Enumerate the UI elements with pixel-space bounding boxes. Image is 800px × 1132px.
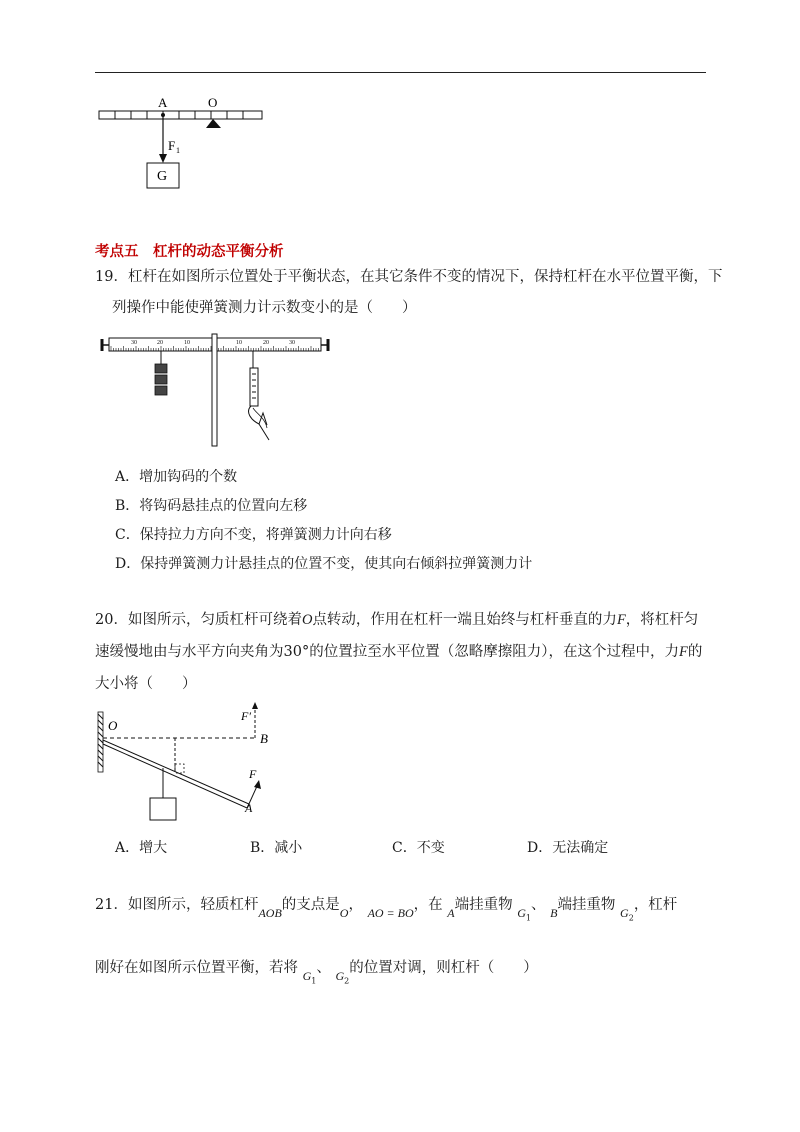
q20-text-line3: 大小将（ ）	[95, 676, 197, 692]
q19-option-a: A．增加钩码的个数	[115, 469, 238, 485]
fig1-label-F: F	[168, 138, 176, 153]
scale-label-0: 30	[131, 340, 137, 346]
q20-l1-F: F	[616, 612, 626, 628]
scale-label-6: 30	[289, 340, 295, 346]
q20-option-c: C．不变	[392, 840, 445, 856]
q21-l2-G1sub: 1	[311, 976, 317, 986]
q21-l1-c: ，	[348, 897, 363, 913]
q21-l2-c: 的位置对调，则杠杆（ ）	[349, 960, 538, 976]
q21-l2-a: 刚好在如图所示位置平衡，若将	[95, 960, 298, 976]
q21-l1-eq: AO = BO	[367, 906, 414, 920]
q21-l1-O: O	[339, 906, 349, 920]
section-title: 考点五 杠杆的动态平衡分析	[95, 244, 284, 260]
fig1-label-O: O	[208, 95, 218, 110]
q20-l2-a: 速缓慢地由与水平方向夹角为30°的位置拉至水平位置（忽略摩擦阻力），在这个过程中，力	[95, 644, 679, 660]
fig20-label-O: O	[108, 718, 118, 733]
q20-text-line2	[95, 642, 702, 662]
q20-l1-a: 20．如图所示，匀质杠杆可绕着	[95, 612, 302, 628]
fig20-label-F2: F	[249, 767, 257, 781]
q19-text-line2: 列操作中能使弹簧测力计示数变小的是（ ）	[112, 300, 417, 316]
q21-l2-G2: G	[335, 969, 345, 983]
q21-l1-b: 的支点是	[281, 897, 340, 913]
scale-label-4: 10	[236, 340, 242, 346]
spring-scale	[249, 368, 269, 440]
q20-l1-b: 点转动，作用在杠杆一端且始终与杠杆垂直的力	[312, 612, 617, 628]
q21-l1-AOB: AOB	[258, 906, 282, 920]
hook-weights	[155, 364, 167, 395]
q21-l1-G2: G	[620, 906, 629, 920]
q21-l1-f: 、	[530, 897, 546, 913]
support-stand	[212, 334, 217, 446]
q21-l1-a: 21．如图所示，轻质杠杆	[95, 897, 259, 913]
q20-text-line1	[95, 610, 698, 630]
q21-l2-b: 、	[316, 960, 331, 976]
q21-text-line2	[95, 958, 538, 986]
q21-text-line1	[95, 895, 678, 923]
scale-label-5: 20	[263, 340, 269, 346]
q21-l1-G2sub: 2	[628, 913, 634, 923]
fig20-label-A: A	[245, 801, 253, 815]
q20-option-d: D．无法确定	[527, 840, 609, 856]
q21-l2-G2sub: 2	[344, 976, 350, 986]
fig20-label-B: B	[260, 731, 268, 746]
q19-option-d: D．保持弹簧测力计悬挂点的位置不变，使其向右倾斜拉弹簧测力计	[115, 556, 533, 572]
fig1-label-A: A	[158, 95, 168, 110]
fig20-label-F1: F′	[241, 709, 251, 723]
fig1-label-G: G	[157, 169, 168, 184]
figure-q20-lever	[95, 700, 285, 822]
figure-q19-lever-ruler	[95, 328, 335, 450]
q20-l2-b: 的	[687, 644, 703, 660]
q21-l1-e: 端挂重物	[454, 897, 513, 913]
q20-l1-c: ，将杠杆匀	[625, 612, 699, 628]
q20-option-b: B．减小	[250, 840, 303, 856]
q21-l1-A: A	[447, 906, 455, 920]
q21-l1-G1sub: 1	[525, 913, 531, 923]
q20-l2-F: F	[678, 644, 688, 660]
q21-l2-G1: G	[302, 969, 312, 983]
q21-l1-h: ，杠杆	[633, 897, 678, 913]
q19-option-c: C．保持拉力方向不变，将弹簧测力计向右移	[115, 527, 392, 543]
scale-label-2: 10	[184, 340, 190, 346]
q21-l1-B: B	[550, 906, 558, 920]
q21-l1-G1: G	[517, 906, 526, 920]
header-rule	[95, 72, 706, 73]
figure-lever-top	[95, 92, 275, 197]
fulcrum-triangle	[206, 119, 221, 128]
q21-l1-g: 端挂重物	[557, 897, 616, 913]
q19-option-b: B．将钩码悬挂点的位置向左移	[115, 498, 308, 514]
q21-l1-d: ，在	[413, 897, 443, 913]
q19-text-line1: 19．杠杆在如图所示位置处于平衡状态，在其它条件不变的情况下，保持杠杆在水平位置平衡，下	[95, 269, 723, 285]
scale-label-1: 20	[157, 340, 163, 346]
q20-option-a: A．增大	[115, 840, 168, 856]
q20-l1-O: O	[301, 612, 313, 628]
fig1-label-F-sub: 1	[176, 146, 180, 155]
